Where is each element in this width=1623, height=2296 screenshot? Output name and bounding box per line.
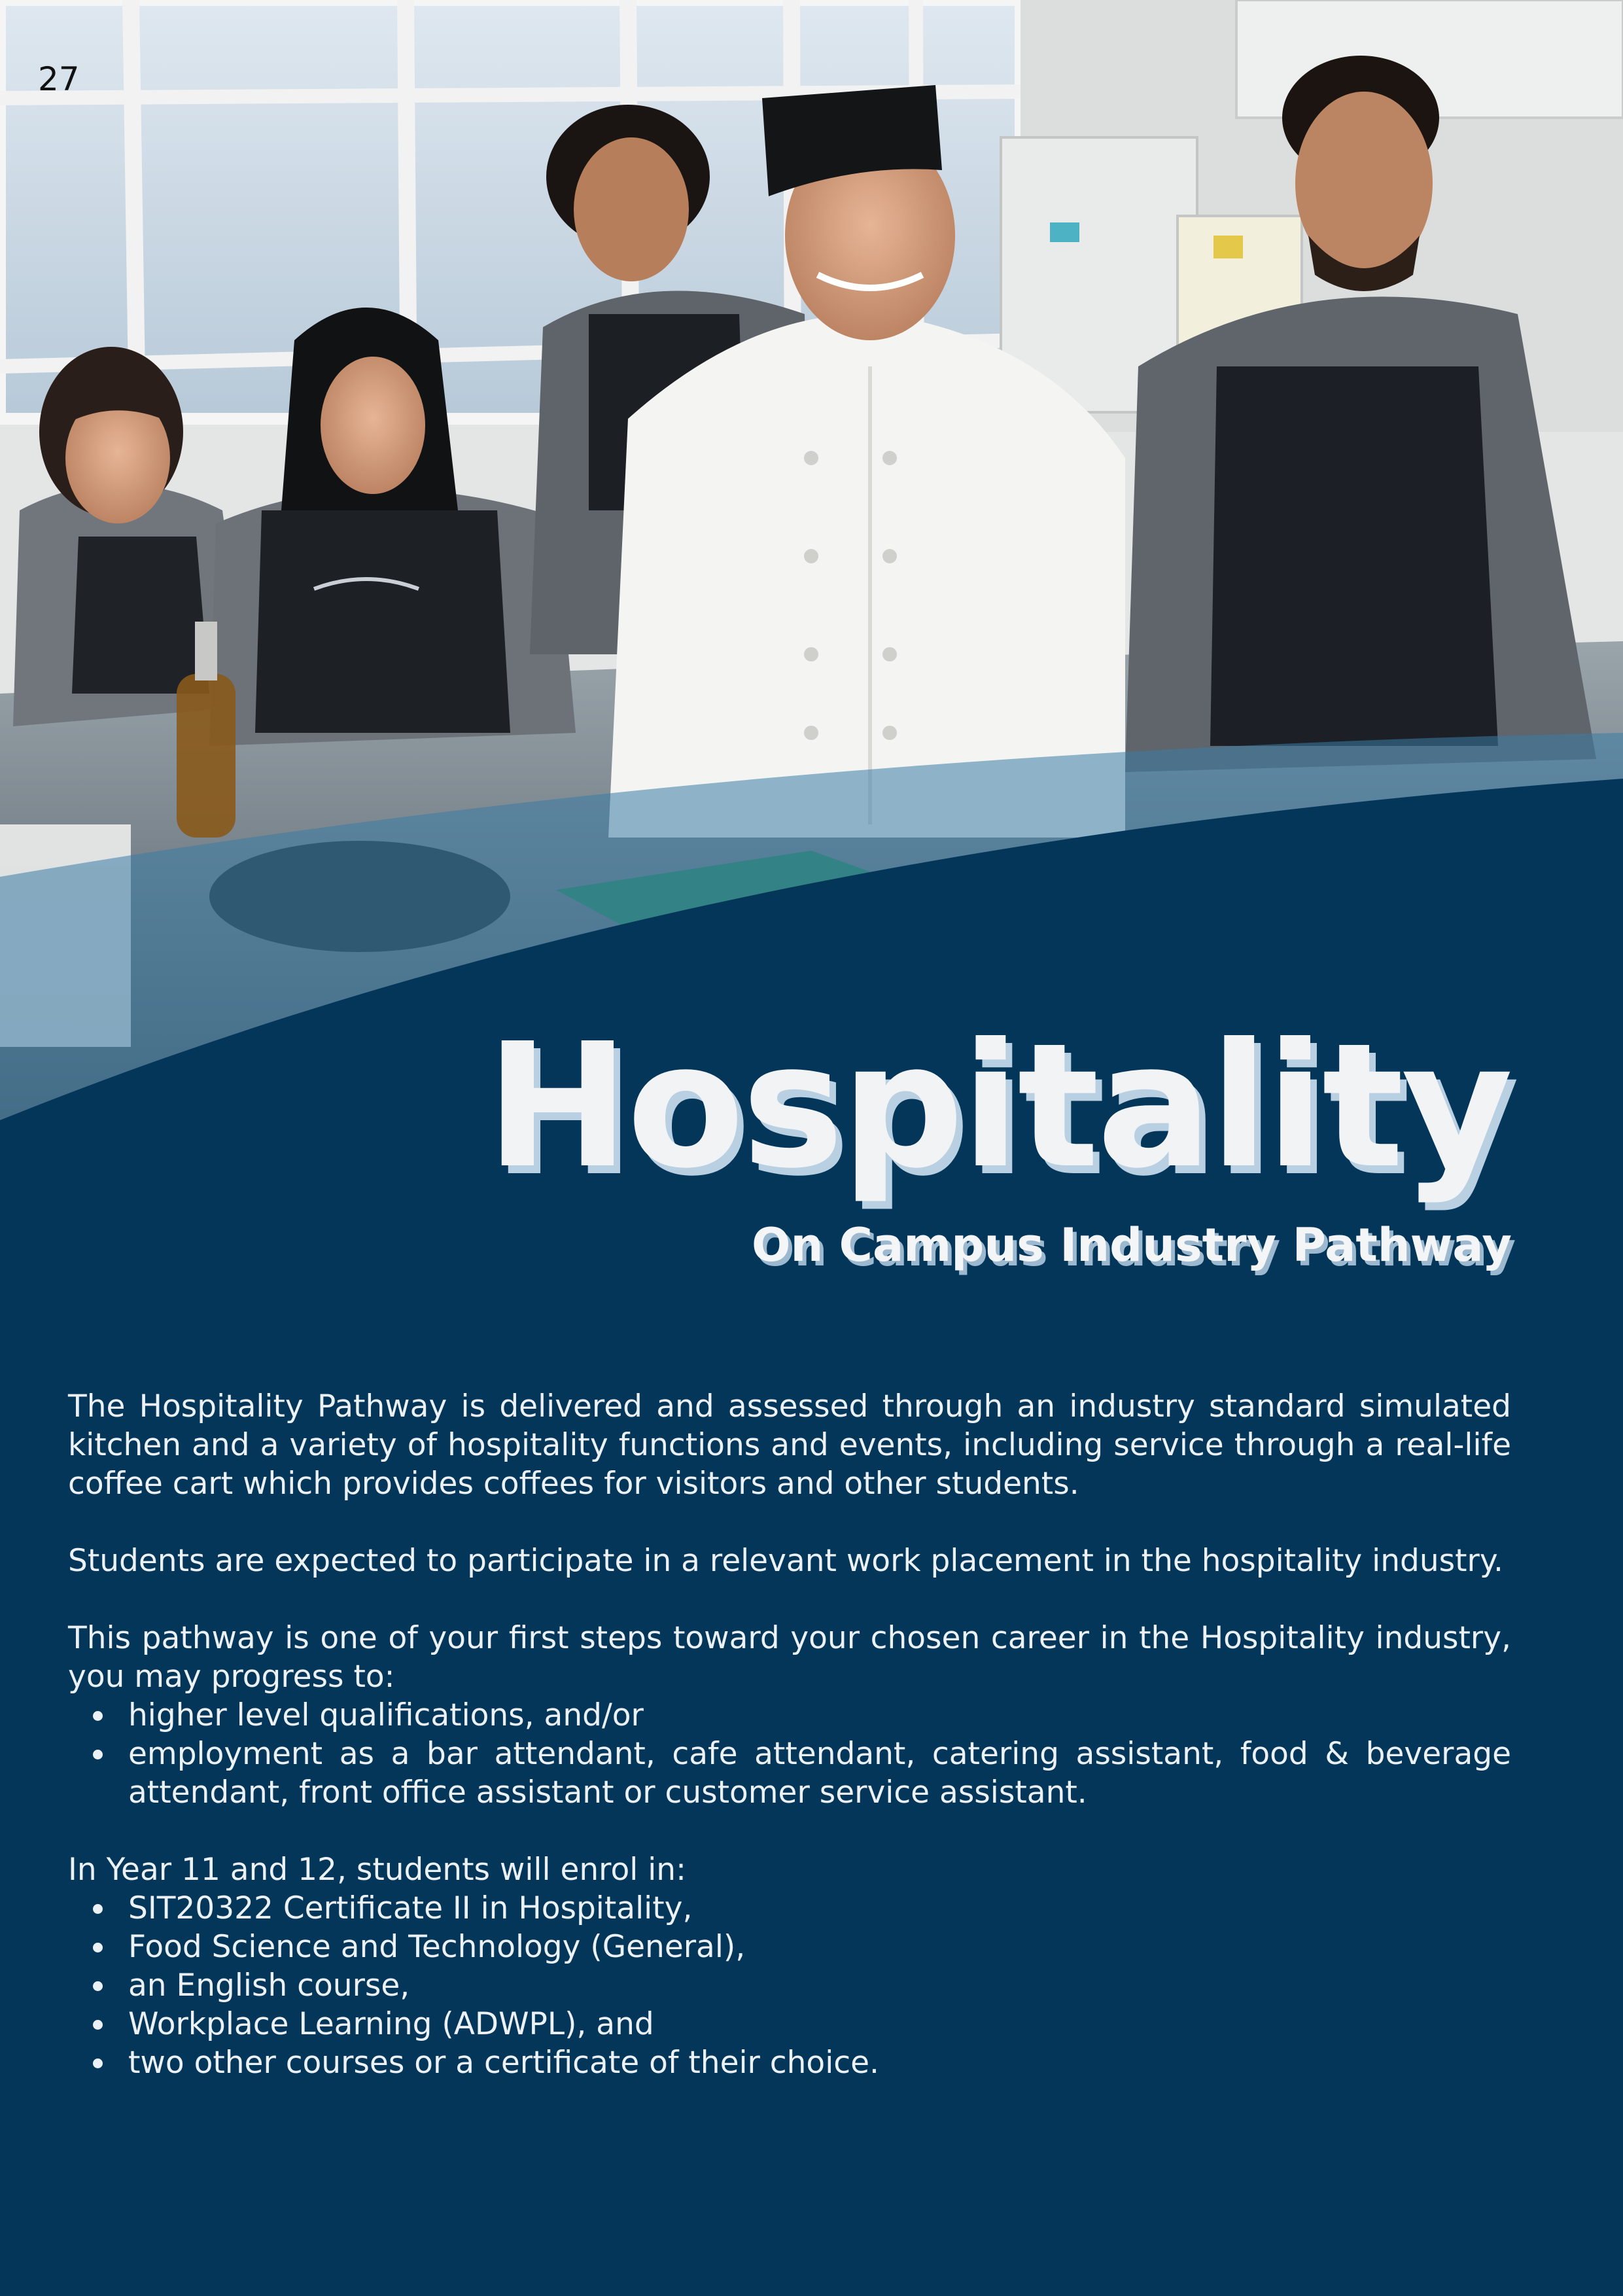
list-item: two other courses or a certificate of their choice.: [128, 2043, 1511, 2082]
intro-paragraph: The Hospitality Pathway is delivered and assessed through an industry standard simulated kitchen and a variety of hospitality functions and events, including service through a real-life coffee cart which provides coffees for visitors and other students.: [68, 1388, 1511, 1502]
body-text: [68, 1387, 1511, 2082]
page-subtitle: On Campus Industry Pathway: [751, 1218, 1512, 1272]
list-item: employment as a bar attendant, cafe attendant, catering assistant, food & beverage attendant, front office assistant or customer service assistant.: [128, 1736, 1511, 1810]
list-item: an English course,: [128, 1966, 1511, 2005]
page-number: 27: [38, 60, 80, 98]
enrol-paragraph: In Year 11 and 12, students will enrol in:: [68, 1852, 686, 1888]
enrol-list: [68, 1889, 1511, 2082]
page-title: Hospitality: [485, 1006, 1510, 1206]
list-item: Workplace Learning (ADWPL), and: [128, 2005, 1511, 2043]
header-photo: [0, 0, 1623, 1125]
career-paragraph: This pathway is one of your first steps toward your chosen career in the Hospitality industry, you may progress to:: [68, 1620, 1511, 1695]
list-item: higher level qualifications, and/or: [128, 1696, 1511, 1735]
list-item: SIT20322 Certificate II in Hospitality,: [128, 1889, 1511, 1928]
placement-paragraph: Students are expected to participate in a relevant work placement in the hospitality industry.: [68, 1543, 1503, 1579]
list-item: Food Science and Technology (General),: [128, 1928, 1511, 1966]
progression-list: [68, 1696, 1511, 1812]
